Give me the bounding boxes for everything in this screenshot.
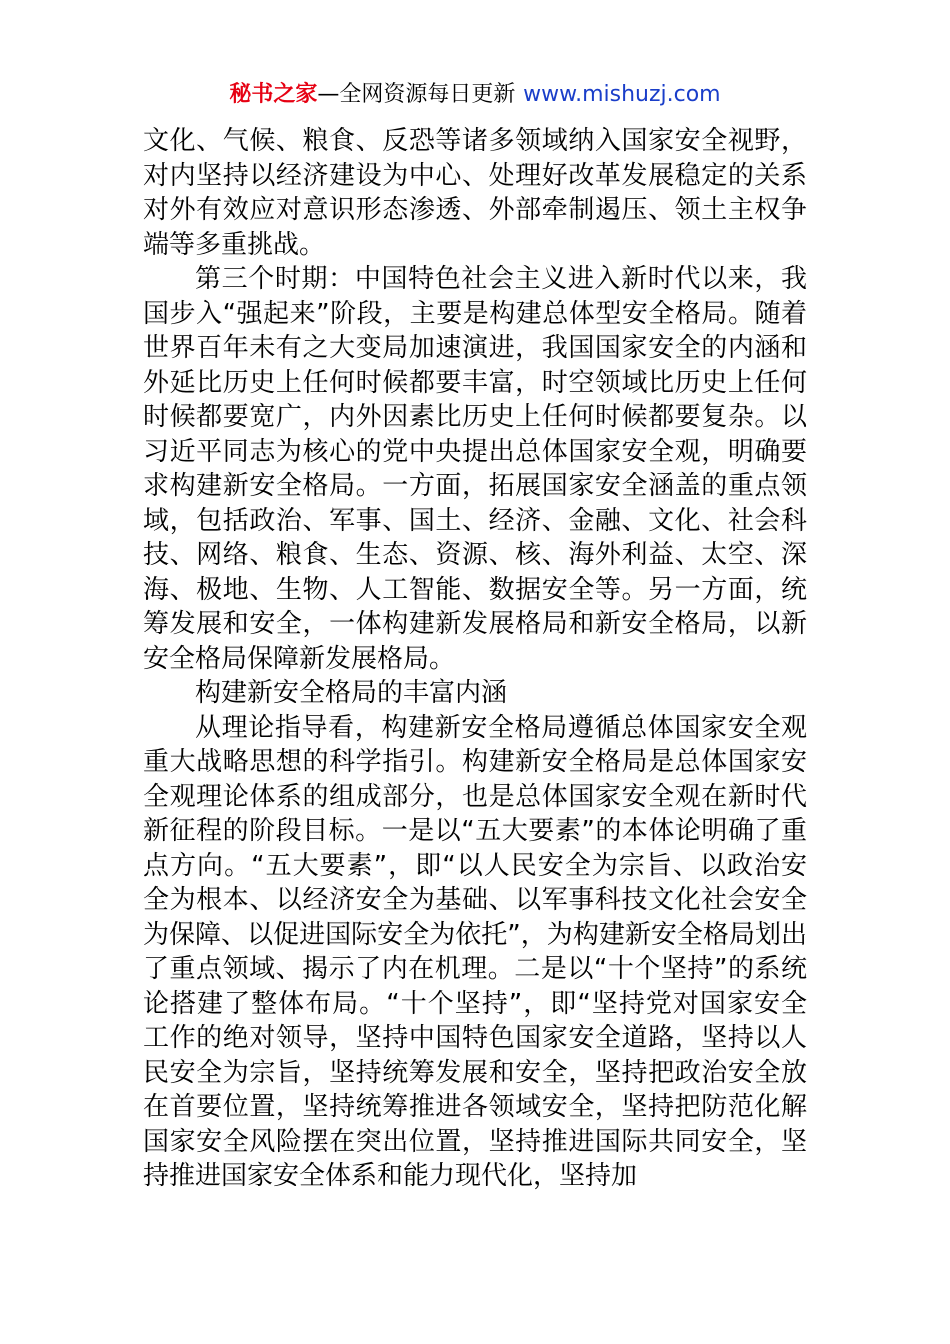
section-heading: 构建新安全格局的丰富内涵 [195, 678, 508, 708]
site-tagline: —全网资源每日更新 [317, 82, 516, 107]
site-url-link[interactable]: www.mishuzj.com [523, 82, 721, 107]
site-brand: 秘书之家 [229, 82, 318, 107]
paragraph-third-period: 第三个时期：中国特色社会主义进入新时代以来，我国步入“强起来”阶段，主要是构建总体型安全格局。随着世界百年未有之大变局加速演进，我国国家安全的内涵和外延比历史上任何时候都要丰富，时空领域比历史上任何时候都要宽广，内外因素比历史上任何时候都要复杂。以习近平同志为核心的党中央提出总体国家安全观，明确要求构建新安全格局。一方面，拓展国家安全涵盖的重点领域，包括政治、军事、国土、经济、金融、文化、社会科技、网络、粮食、生态、资源、核、海外利益、太空、深海、极地、生物、人工智能、数据安全等。另一方面，统筹发展和安全，一体构建新发展格局和新安全格局，以新安全格局保障新发展格局。 [143, 264, 807, 674]
site-header [0, 80, 950, 110]
paragraph-continuation: 文化、气候、粮食、反恐等诸多领域纳入国家安全视野，对内坚持以经济建设为中心、处理好改革发展稳定的关系对外有效应对意识形态渗透、外部牵制遏压、领土主权争端等多重挑战。 [143, 126, 807, 260]
paragraph-theory-guidance: 从理论指导看，构建新安全格局遵循总体国家安全观重大战略思想的科学指引。构建新安全格局是总体国家安全观理论体系的组成部分，也是总体国家安全观在新时代新征程的阶段目标。一是以“五大要素”的本体论明确了重点方向。“五大要素”，即“以人民安全为宗旨、以政治安全为根本、以经济安全为基础、以军事科技文化社会安全为保障、以促进国际安全为依托”，为构建新安全格局划出了重点领域、揭示了内在机理。二是以“十个坚持”的系统论搭建了整体布局。“十个坚持”，即“坚持党对国家安全工作的绝对领导，坚持中国特色国家安全道路，坚持以人民安全为宗旨，坚持统筹发展和安全，坚持把政治安全放在首要位置，坚持统筹推进各领域安全，坚持把防范化解国家安全风险摆在突出位置，坚持推进国际共同安全，坚持推进国家安全体系和能力现代化，坚持加 [143, 712, 807, 1191]
document-body [143, 124, 807, 1194]
